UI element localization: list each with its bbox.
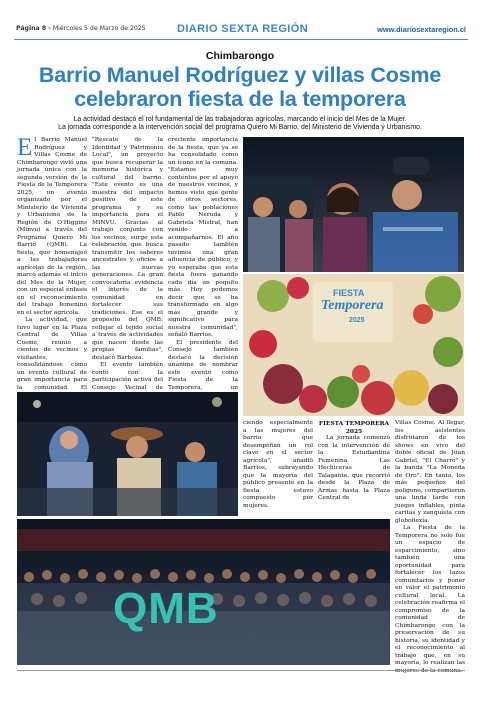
photo-performers-graphic: [17, 392, 238, 516]
page-header: [14, 20, 468, 40]
paragraph: El presidente del Consejo también destacó la decisión unánime de nombrar este evento como Fiesta de la Temporera, un: [168, 339, 238, 391]
section-subtitle: FIESTA TEMPORERA 2025: [318, 420, 390, 435]
article-subhead: [30, 116, 450, 133]
article-column-4: [243, 420, 313, 510]
paragraph: "Rescate de la Identidad y Patrimonio Local", un proyecto que busca recuperar la memoria histórica y cultural del barrio. "Este evento es una muestra del impacto positivo de este programa y su importancia para el MINVU. Gracias al trabajo conjunto con los vecinos, surge esta celebración que busca transmitir los saberes ancestrales y oficios a las nuevas generaciones. La gran convocatoria evidencia el interés de la comunidad en fortalecer sus tradiciones. Ese es el propósito del QMB: reflejar el tejido social a través de actividades que nacen desde las propias familias", destacó Barboza.: [92, 137, 163, 361]
issue-date: Miércoles 5 de Marzo de 2025: [52, 25, 146, 32]
photo-performers: [17, 392, 238, 516]
page-date-line: [16, 25, 146, 32]
masthead: DIARIO SEXTA REGIÓN: [177, 23, 309, 35]
page-number: Página 8 -: [16, 25, 51, 32]
article-column-1: [17, 134, 87, 391]
website-link[interactable]: www.diariosextaregion.cl: [377, 25, 466, 34]
qmb-letters-sign: QMB: [113, 584, 219, 633]
paragraph: ciendo especialmente a las mujeres del barrio que desempeñan un rol clave en el sector agrícola", añadió Barrios, subrayando que la mayoría del público presente en la fiesta estuvo compuesto por mujeres.: [243, 420, 313, 509]
paragraph: l Barrio Manuel Rodríguez y Villas Cosme de Chimbarongo vivió una jornada única con la segunda versión de la Fiesta de la Temporera 2025, un evento organizado por el Ministerio de Vivienda y Urbanismo de la Región de O'Higgins (Minvu) a través del Programa Quiero Mi Barrio (QMB). La fiesta, que homenajeó a las trabajadoras agrícolas de la región, marcó además el inicio del Mes de la Mujer, con un especial énfasis en el reconocimiento del trabajo femenino en el sector agrícola.: [17, 137, 87, 316]
article-column-3: [168, 137, 238, 389]
paragraph: La actividad, que tuvo lugar en la Plaza Central de Villas Cosme, reunió a cientos de vecinos y visitantes, consolidándose como un evento cultural de gran importancia para la comunidad. El: [17, 317, 87, 391]
photo-singer-embrace-graphic: [243, 137, 464, 272]
paragraph: Villas Cosme. Al llegar, los asistentes disfrutaron de los shows en vivo del doble oficial de Juan Gabriel, "El Charro" y la banda "La Moneda de Oro". En tanto, los más pequeños del poligono, compartieron una linda tarde con juegos inflables, pinta caritas y zanquista con globoflexia.: [395, 420, 465, 524]
photo-fiesta-poster: [243, 274, 464, 416]
drop-cap: E: [17, 134, 33, 161]
subhead-line-2: La jornada corresponde a la intervención social del programa Quiero Mi Barrio, del Ministerio de Vivienda y Urbanismo.: [58, 124, 422, 132]
paragraph: creciente importancia de la fiesta, que ya se ha consolidado como un ícono en la comuna. "Estamos muy contentos por el apoyo de nuestros vecinos, y hemos visto que gente de otros sectores, como las poblaciones Pablo Neruda y Gabriela Mistral, han venido a acompañarnos. El año pasado también tuvimos una gran afluencia de público, y yo esperaba que esta fiesta fuera ganando cada día un poquito más. Hoy podemos decir que se ha transformado en algo más grande y significativo para nuestra comunidad", señaló Barrios.: [168, 137, 238, 338]
article-column-5: [318, 420, 390, 510]
article-column-6: [395, 420, 465, 680]
bottom-divider: [17, 670, 465, 671]
subhead-line-1: La actividad destacó el rol fundamental de las trabajadoras agrícolas, marcando el inicio del Mes de la Mujer.: [73, 116, 407, 123]
article-headline: Barrio Manuel Rodríguez y villas Cosme celebraron fiesta de la temporera: [38, 63, 442, 111]
poster-year: 2025: [349, 317, 365, 324]
photo-singer-embrace: [243, 137, 464, 272]
paragraph: El evento también contó con la participación activa del Consejo Vecinal de: [92, 362, 163, 391]
article-kicker: Chimbarongo: [205, 50, 275, 62]
poster-fiesta: FIESTA: [333, 288, 365, 298]
poster-temporera: Temporera: [321, 298, 384, 313]
photo-crowd-qmb: [17, 519, 390, 665]
article-column-2: [92, 137, 163, 389]
paragraph: La Fiesta de la Temporera no solo fue un espacio de esparcimiento, sino también una oportunidad para fortalecer los lazos comunitarios y poner en valor el patrimonio cultural local. La celebración reafirma el compromiso de la comunidad de Chimbarongo con la preservación de su historia, su identidad y el reconocimiento al trabajo que, en su mayoría, lo realizan las: [395, 525, 465, 666]
paragraph: La jornada comenzó con la intervención de la Estudiantina Femenina Las Hechiceras de Talagante, que recorrió desde la Plaza de Armas hasta la Plaza Central de: [318, 435, 390, 501]
